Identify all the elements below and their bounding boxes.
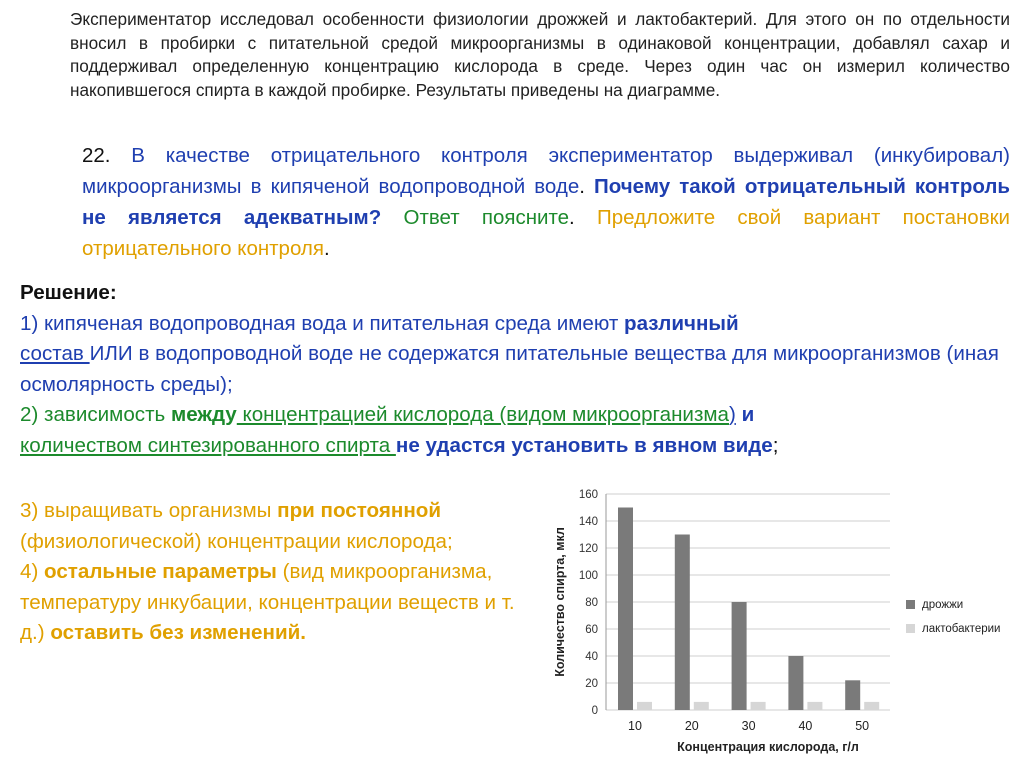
alcohol-chart xyxy=(540,484,1024,767)
legend-label: дрожжи xyxy=(922,599,964,611)
x-tick-label: 40 xyxy=(798,719,813,733)
solution-point-3: 3) выращивать организмы при постоянной (физиологической) концентрации кислорода; xyxy=(20,499,453,553)
y-tick-label: 120 xyxy=(578,543,598,555)
bar-yeast xyxy=(788,656,803,710)
bar-yeast xyxy=(675,535,690,711)
y-axis-label: Количество спирта, мкл xyxy=(553,527,567,677)
bar-chart xyxy=(540,484,1024,767)
solution-heading: Решение: xyxy=(20,281,117,304)
bar-lacto xyxy=(694,702,709,710)
y-tick-label: 160 xyxy=(578,489,598,501)
bar-lacto xyxy=(751,702,766,710)
bar-yeast xyxy=(845,680,860,710)
solution xyxy=(20,278,1010,461)
legend-label: лактобактерии xyxy=(922,623,1001,635)
solution-point-1: 1) кипяченая водопроводная вода и питательная среда имеют различный состав ИЛИ в водопроводной воде не содержатся питательные вещества для микроорганизмов (иная осмолярность среды); xyxy=(20,311,999,396)
question-part1: В качестве отрицательного контроля экспериментатор выдерживал (инкубировал) микроорганизмы в кипяченой водопроводной воде xyxy=(82,144,1010,198)
bar-yeast xyxy=(618,508,633,711)
solution-point-2: 2) зависимость между концентрацией кислорода (видом микроорганизма) и количеством синтезированного спирта не удастся установить в явном виде; xyxy=(20,403,779,457)
bar-yeast xyxy=(732,602,747,710)
problem-statement xyxy=(20,8,1010,102)
bar-lacto xyxy=(807,702,822,710)
x-tick-label: 30 xyxy=(741,719,756,733)
x-axis-label: Концентрация кислорода, г/л xyxy=(677,740,859,754)
x-tick-label: 50 xyxy=(855,719,870,733)
solution-points-3-4 xyxy=(20,496,520,649)
question-part4: Предложите свой вариант постановки отрицательного контроля xyxy=(82,206,1011,260)
question-22: 22. В качестве отрицательного контроля экспериментатор выдерживал (инкубировал) микроорганизмы в кипяченой водопроводной воде. Почему такой отрицательный контроль не является адекватным? Ответ поясните. Предложите свой вариант постановки отрицательного контроля. xyxy=(82,144,1011,260)
intro-text: Экспериментатор исследовал особенности физиологии дрожжей и лактобактерий. Для этого он по отдельности вносил в пробирки с питательной средой микроорганизмы в одинаковой концентрации, добавлял сахар и поддерживал определенную концентрацию кислорода в среде. Через один час он измерил количество накопившегося спирта в каждой пробирке. Результаты приведены на диаграмме. xyxy=(70,9,1010,100)
bar-lacto xyxy=(864,702,879,710)
bar-lacto xyxy=(637,702,652,710)
y-tick-label: 20 xyxy=(585,678,598,690)
y-tick-label: 80 xyxy=(585,597,598,609)
question-part3: Ответ поясните xyxy=(381,206,570,229)
y-tick-label: 0 xyxy=(591,705,598,717)
question-number: 22. xyxy=(82,144,111,167)
y-tick-label: 60 xyxy=(585,624,598,636)
y-tick-label: 40 xyxy=(585,651,598,663)
x-tick-label: 20 xyxy=(684,719,699,733)
legend-swatch xyxy=(906,600,915,609)
question-part2: Почему такой отрицательный контроль не является адекватным? xyxy=(82,175,1010,229)
y-tick-label: 140 xyxy=(578,516,598,528)
y-tick-label: 100 xyxy=(578,570,598,582)
solution-point-4: 4) остальные параметры (вид микроорганизма, температуру инкубации, концентрации веществ и т. д.) оставить без изменений. xyxy=(20,560,515,644)
x-tick-label: 10 xyxy=(628,719,642,733)
legend-swatch xyxy=(906,624,915,633)
